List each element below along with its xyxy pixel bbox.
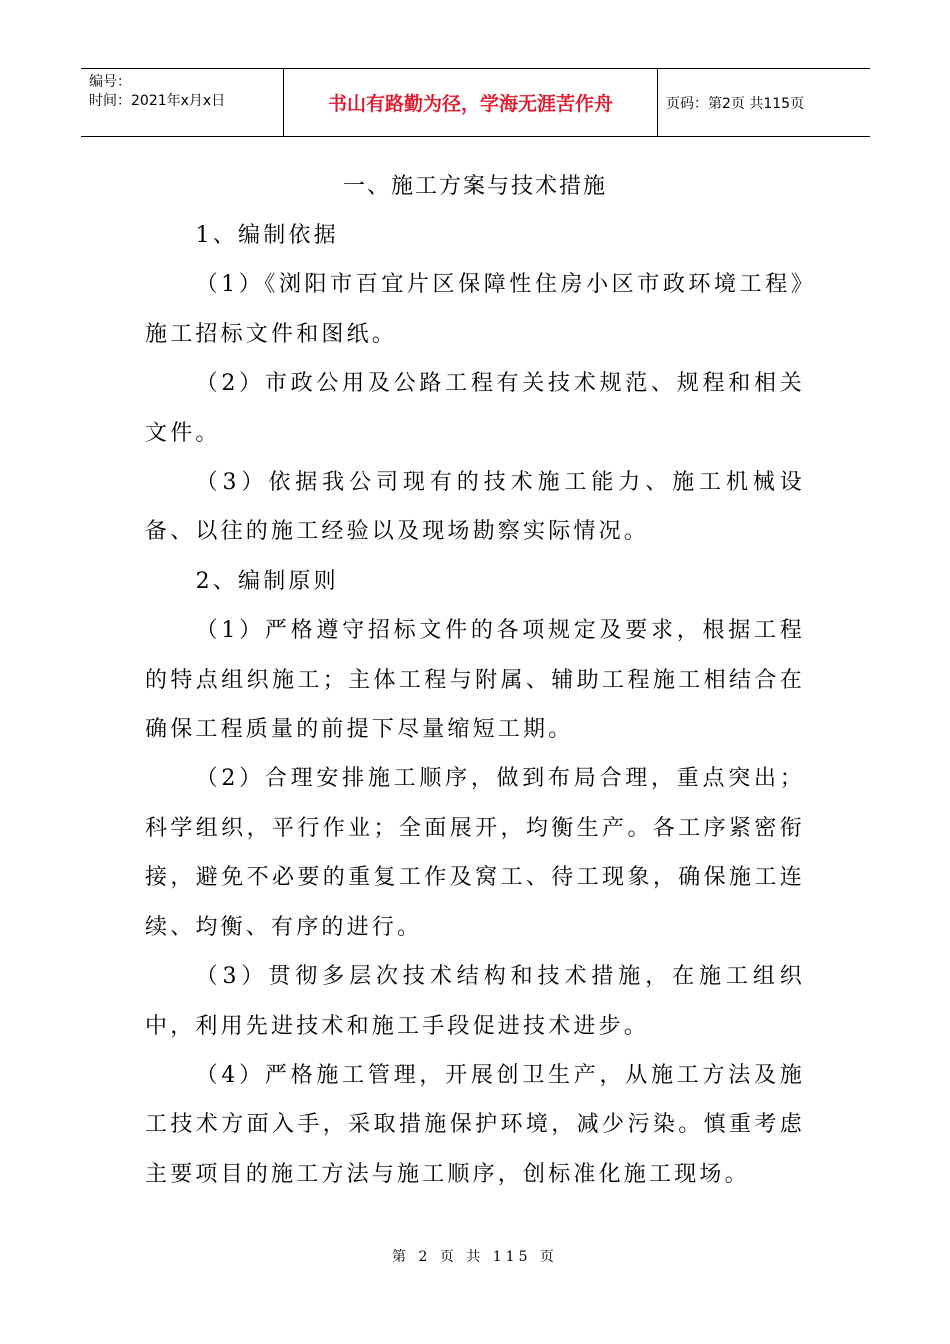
page-footer: 第 2 页 共 115 页 [392,1249,558,1265]
paragraph: （1）《浏阳市百宜片区保障性住房小区市政环境工程》施工招标文件和图纸。 [145,272,805,347]
document-time: 时间：2021年x月x日 [89,93,226,109]
paragraph: （3）贯彻多层次技术结构和技术措施，在施工组织中，利用先进技术和施工手段促进技术进步。 [145,964,805,1039]
page-header [81,68,870,137]
paragraph: （4）严格施工管理，开展创卫生产，从施工方法及施工技术方面入手，采取措施保护环境，减少污染。慎重考虑主要项目的施工方法与施工顺序，创标准化施工现场。 [145,1062,805,1187]
paragraph: （2）市政公用及公路工程有关技术规范、规程和相关文件。 [145,371,805,446]
section-heading: 1、编制依据 [195,223,339,248]
header-page-code: 页码：第2页 共115页 [666,95,805,112]
header-motto: 书山有路勤为径，学海无涯苦作舟 [283,69,658,136]
document-number-label: 编号： [89,74,131,90]
document-body [145,162,805,1199]
paragraph: （2）合理安排施工顺序，做到布局合理，重点突出；科学组织，平行作业；全面展开，均衡生产。各工序紧密衔接，避免不必要的重复工作及窝工、待工现象，确保施工连续、均衡、有序的进行。 [145,766,805,940]
section-heading: 2、编制原则 [195,568,339,594]
document-title: 一、施工方案与技术措施 [342,174,607,199]
header-meta [81,69,283,136]
paragraph: （1）严格遵守招标文件的各项规定及要求，根据工程的特点组织施工；主体工程与附属、辅助工程施工相结合在确保工程质量的前提下尽量缩短工期。 [145,618,805,743]
paragraph: （3）依据我公司现有的技术施工能力、施工机械设备、以往的施工经验以及现场勘察实际情况。 [145,470,805,545]
